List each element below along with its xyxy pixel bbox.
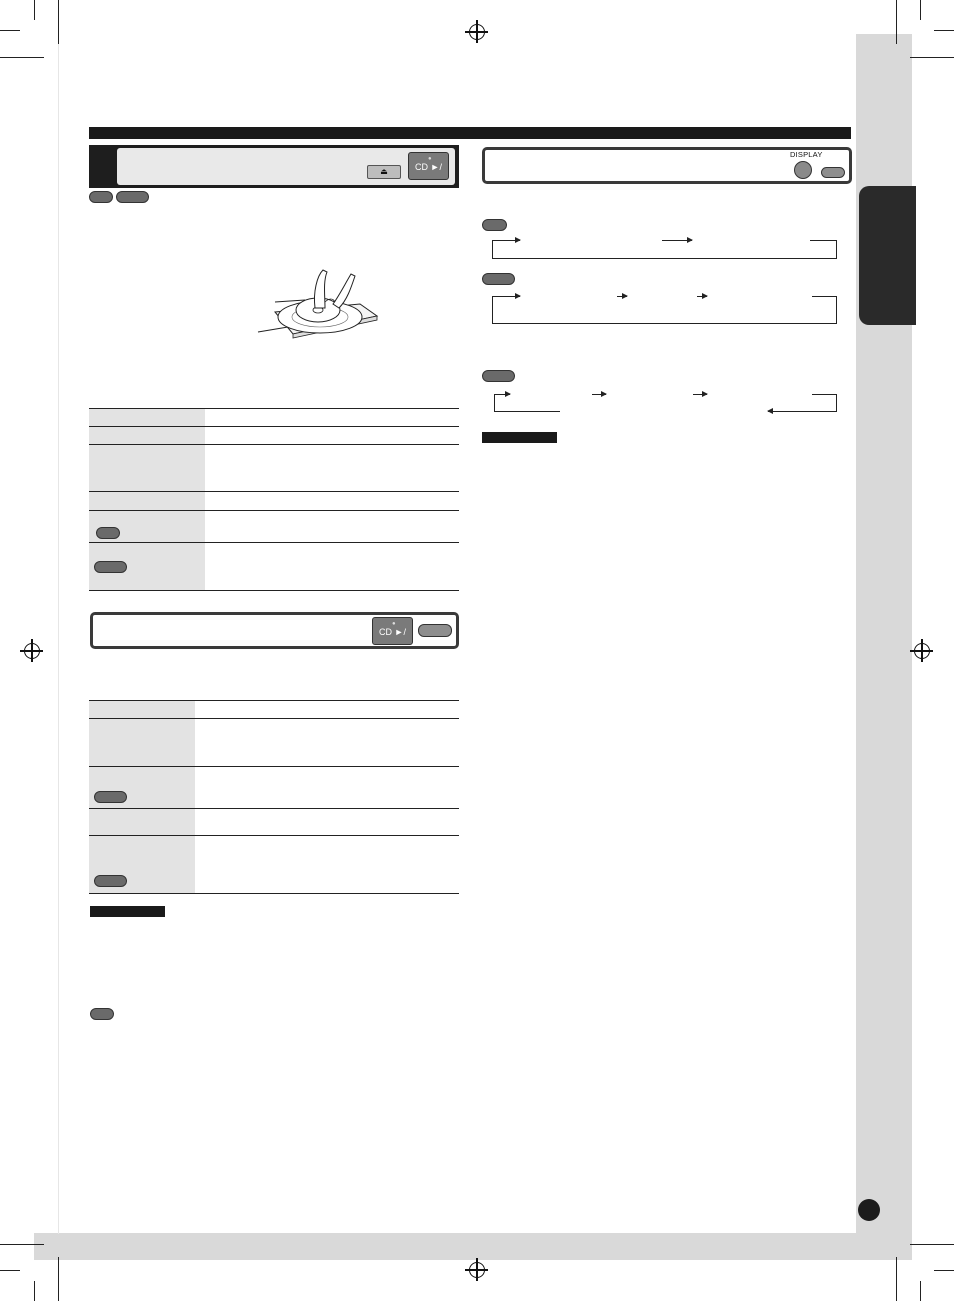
table-row	[89, 719, 459, 767]
table-row	[89, 543, 459, 591]
flow-line	[812, 394, 837, 395]
registration-mark-icon	[914, 643, 930, 659]
crop-mark	[920, 0, 921, 20]
flow-arrow-icon	[662, 240, 692, 241]
crop-mark	[934, 1270, 954, 1271]
flow-line	[812, 296, 837, 297]
cd-play-pause-button[interactable]	[408, 152, 449, 200]
page-number-dot	[858, 1199, 880, 1221]
crop-mark	[0, 30, 20, 31]
table-cell-label	[89, 701, 195, 718]
table-cell-label	[89, 409, 205, 426]
crop-mark	[58, 0, 59, 44]
table-two	[89, 700, 459, 894]
table-cell-label	[89, 719, 195, 766]
indicator-dot-icon: ●	[428, 156, 432, 162]
crop-mark	[0, 1270, 20, 1271]
crop-mark	[910, 1244, 954, 1245]
cd-button-label: CD ►/❚❚	[415, 162, 442, 200]
flow-arrow-icon	[697, 296, 707, 297]
table-cell-label	[89, 427, 205, 444]
table-row	[89, 427, 459, 445]
flow-line	[494, 394, 495, 412]
crop-mark	[58, 1257, 59, 1301]
crop-mark	[34, 1281, 35, 1301]
table-one	[89, 408, 459, 591]
media-badge	[482, 273, 515, 285]
flow-arrow-icon	[492, 296, 520, 297]
indicator-dot-icon: ●	[392, 621, 396, 627]
media-badge	[482, 370, 515, 382]
media-badge	[90, 1008, 114, 1020]
eject-icon: ⏏	[380, 167, 388, 176]
table-row	[89, 511, 459, 543]
remote-button[interactable]	[821, 167, 845, 178]
media-badge	[94, 875, 127, 887]
section-side-tab	[859, 186, 916, 325]
media-badge	[96, 527, 120, 539]
media-badge	[94, 791, 127, 803]
flow-arrow-icon	[693, 394, 707, 395]
table-row	[89, 492, 459, 511]
crop-mark	[896, 1257, 897, 1301]
media-badge	[116, 191, 149, 203]
disc-loading-icon	[255, 262, 385, 352]
top-rule	[89, 127, 851, 139]
crop-mark	[0, 57, 44, 58]
crop-mark	[0, 1244, 44, 1245]
flow-arrow-icon	[492, 240, 520, 241]
flow-diagram-one	[492, 240, 837, 259]
table-row	[89, 836, 459, 894]
table-row	[89, 701, 459, 719]
cd-button-label: CD ►/❚❚	[379, 627, 406, 665]
media-badge	[482, 219, 507, 231]
crop-mark	[934, 30, 954, 31]
crop-mark	[920, 1281, 921, 1301]
registration-mark-icon	[469, 24, 485, 40]
cd-play-pause-button[interactable]	[372, 617, 413, 665]
eject-button[interactable]	[367, 165, 401, 179]
display-button[interactable]	[794, 161, 812, 179]
flow-line	[836, 394, 837, 412]
table-row	[89, 809, 459, 836]
section-header-left-panel	[117, 148, 455, 185]
note-heading-bar	[482, 432, 557, 443]
flow-line	[494, 411, 560, 412]
bottom-band	[34, 1233, 912, 1260]
table-row	[89, 409, 459, 427]
page-edge	[58, 44, 59, 1234]
remote-button[interactable]	[418, 624, 452, 637]
flow-arrow-icon	[494, 394, 510, 395]
crop-mark	[910, 57, 954, 58]
table-row	[89, 445, 459, 492]
flow-arrow-icon	[768, 411, 837, 412]
table-cell-label	[89, 445, 205, 491]
media-badge	[94, 561, 127, 573]
media-badge	[89, 191, 113, 203]
crop-mark	[896, 0, 897, 44]
crop-mark	[34, 0, 35, 20]
registration-mark-icon	[24, 643, 40, 659]
flow-diagram-two	[492, 296, 837, 324]
flow-line	[810, 240, 837, 241]
table-row	[89, 767, 459, 809]
flow-arrow-icon	[592, 394, 606, 395]
table-cell-label	[89, 809, 195, 835]
note-heading-bar	[90, 906, 165, 917]
registration-mark-icon	[469, 1262, 485, 1278]
table-cell-label	[89, 492, 205, 510]
flow-arrow-icon	[617, 296, 627, 297]
display-label: DISPLAY	[790, 150, 823, 159]
